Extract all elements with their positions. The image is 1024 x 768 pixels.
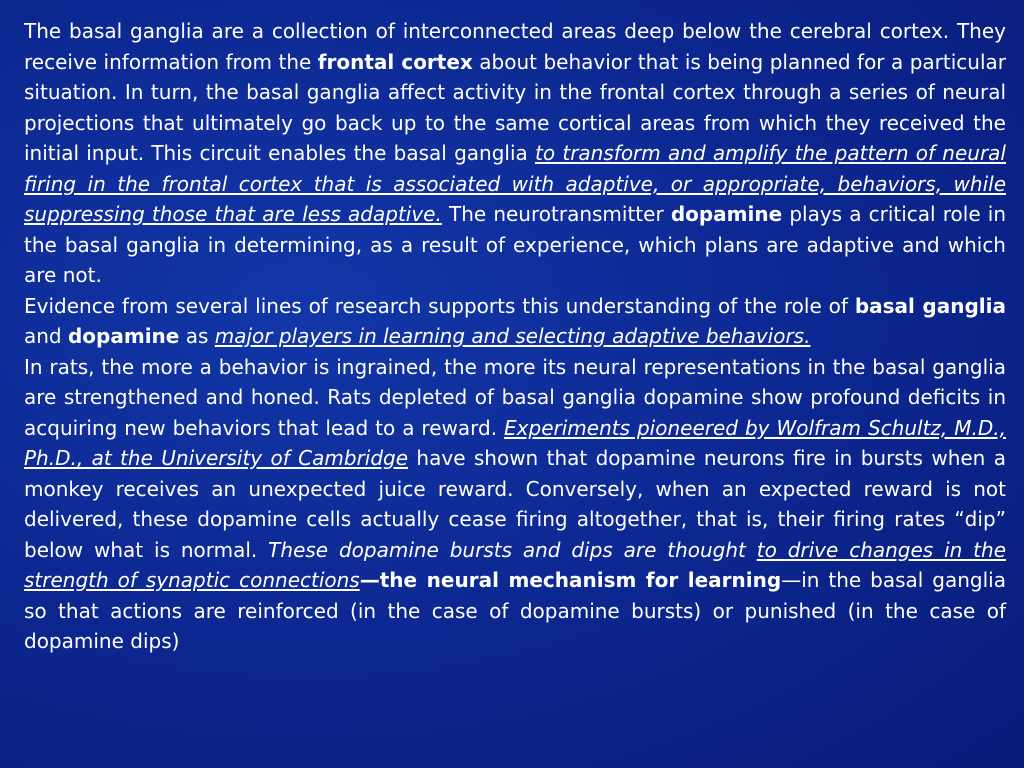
text: Evidence from several lines of research supports this understanding of the role of [24,293,855,318]
text: plays a critical role in the basal ganglia in determining, as a result of experience, which plans are adaptive and which are not. [24,202,1006,287]
italic-bursts-dips: These dopamine bursts and dips are thought [268,537,757,562]
text: —in the basal ganglia so that actions are reinforced (in the case of dopamine bursts) or punished (in the case of dopamine dips) [24,568,1006,653]
text: and [24,324,68,348]
text: The basal ganglia are a collection of interconnected areas deep below the cerebral cortex. They receive information from the [24,19,1006,74]
bold-neural-mechanism: —the neural mechanism for learning [359,568,782,592]
bold-basal-ganglia: basal ganglia [854,293,1006,318]
bold-dopamine: dopamine [670,202,783,226]
text: The neurotransmitter [441,202,671,226]
paragraph-rats-experiments [24,352,1006,657]
paragraph-evidence [24,291,1006,352]
text: about behavior that is being planned for a particular situation. In turn, the basal ganglia affect activity in the frontal cortex through a series of neural projections that ultimately go back up to the same cortical areas from which they received the initial input. This circuit enables the basal ganglia [24,49,1007,165]
emphasis-transform-amplify: to transform and amplify the pattern of neural firing in the frontal cortex that is associated with adaptive, or appropriate, behaviors, while suppressing those that are less adaptive. [24,141,1006,226]
bold-frontal-cortex: frontal cortex [317,49,473,74]
text: as [179,324,215,348]
emphasis-major-players: major players in learning and selecting adaptive behaviors. [214,324,811,348]
text: have shown that dopamine neurons fire in bursts when a monkey receives an unexpected juice reward. Conversely, when an expected reward is not delivered, these dopamine cells actually cease firing altogether, that is, their firing rates “dip” below what is normal. [24,446,1006,562]
emphasis-schultz-experiments: Experiments pioneered by Wolfram Schultz, M.D., Ph.D., at the University of Cambridge [24,415,1006,470]
bold-dopamine: dopamine [67,324,180,348]
text: In rats, the more a behavior is ingrained, the more its neural representations in the basal ganglia are strengthened and honed. Rats depleted of basal ganglia dopamine show profound deficits in acquiring new behaviors that lead to a reward. [24,354,1006,440]
emphasis-synaptic-connections: to drive changes in the strength of synaptic connections [24,537,1007,592]
slide-body [24,16,1006,764]
paragraph-basal-ganglia-overview [24,16,1006,291]
